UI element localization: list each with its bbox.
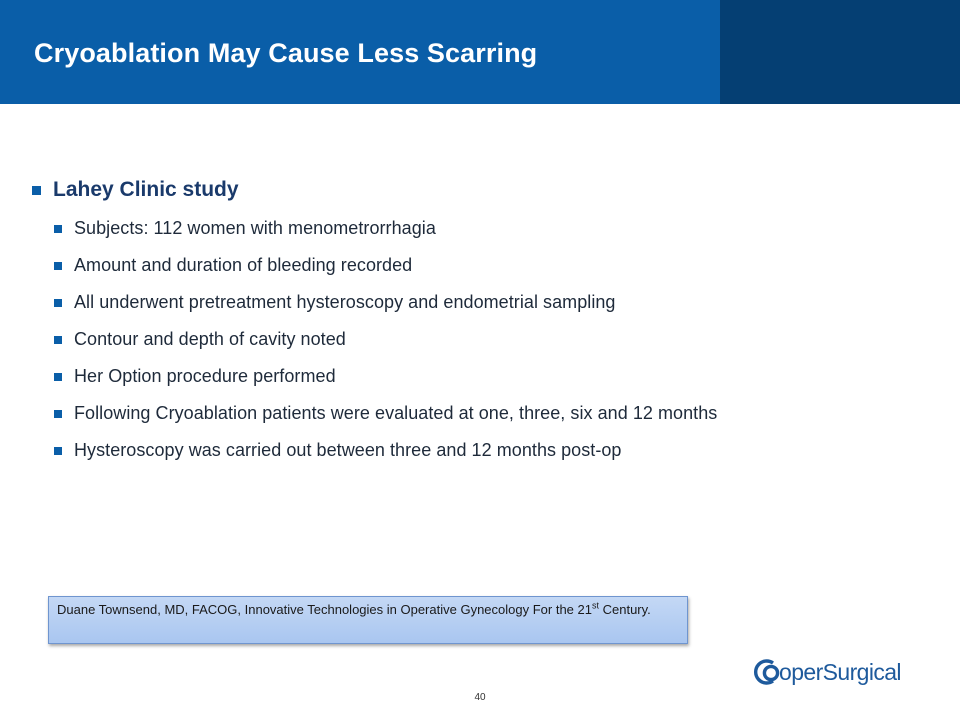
coopersurgical-logo [752, 654, 932, 690]
bullet-list [32, 177, 942, 476]
square-bullet-icon [54, 225, 62, 233]
header-corner-block [720, 0, 960, 104]
sub-bullet [54, 402, 942, 425]
square-bullet-icon [54, 262, 62, 270]
sub-bullet [54, 365, 942, 388]
sub-bullet-text: Her Option procedure performed [74, 366, 336, 386]
page-number: 40 [474, 692, 486, 703]
square-bullet-icon [54, 299, 62, 307]
square-bullet-icon [32, 186, 41, 195]
square-bullet-icon [54, 447, 62, 455]
sub-bullet [54, 439, 942, 462]
citation-superscript: st [591, 600, 599, 611]
sub-bullet-text: Following Cryoablation patients were evaluated at one, three, six and 12 months [74, 403, 718, 423]
citation-text-end: Century. [599, 602, 651, 617]
sub-bullet [54, 328, 942, 351]
square-bullet-icon [54, 336, 62, 344]
citation-box [48, 596, 688, 644]
sub-bullet [54, 217, 942, 240]
logo-wordmark: operSurgical [779, 659, 901, 685]
square-bullet-icon [54, 373, 62, 381]
sub-bullet-text: Contour and depth of cavity noted [74, 329, 346, 349]
slide-title: Cryoablation May Cause Less Scarring [34, 38, 538, 68]
sub-bullet-text: Hysteroscopy was carried out between three and 12 months post-op [74, 440, 622, 460]
citation-text: Duane Townsend, MD, FACOG, Innovative Technologies in Operative Gynecology For the 21 [57, 602, 592, 617]
main-bullet-text: Lahey Clinic study [53, 178, 239, 201]
sub-bullet [54, 291, 942, 314]
main-bullet [32, 177, 942, 203]
sub-bullet-text: All underwent pretreatment hysteroscopy and endometrial sampling [74, 292, 616, 312]
sub-bullet-text: Amount and duration of bleeding recorded [74, 255, 413, 275]
sub-bullet-text: Subjects: 112 women with menometrorrhagia [74, 218, 436, 238]
sub-bullet [54, 254, 942, 277]
logo-o-ring [764, 666, 777, 679]
square-bullet-icon [54, 410, 62, 418]
slide-header [0, 0, 960, 104]
